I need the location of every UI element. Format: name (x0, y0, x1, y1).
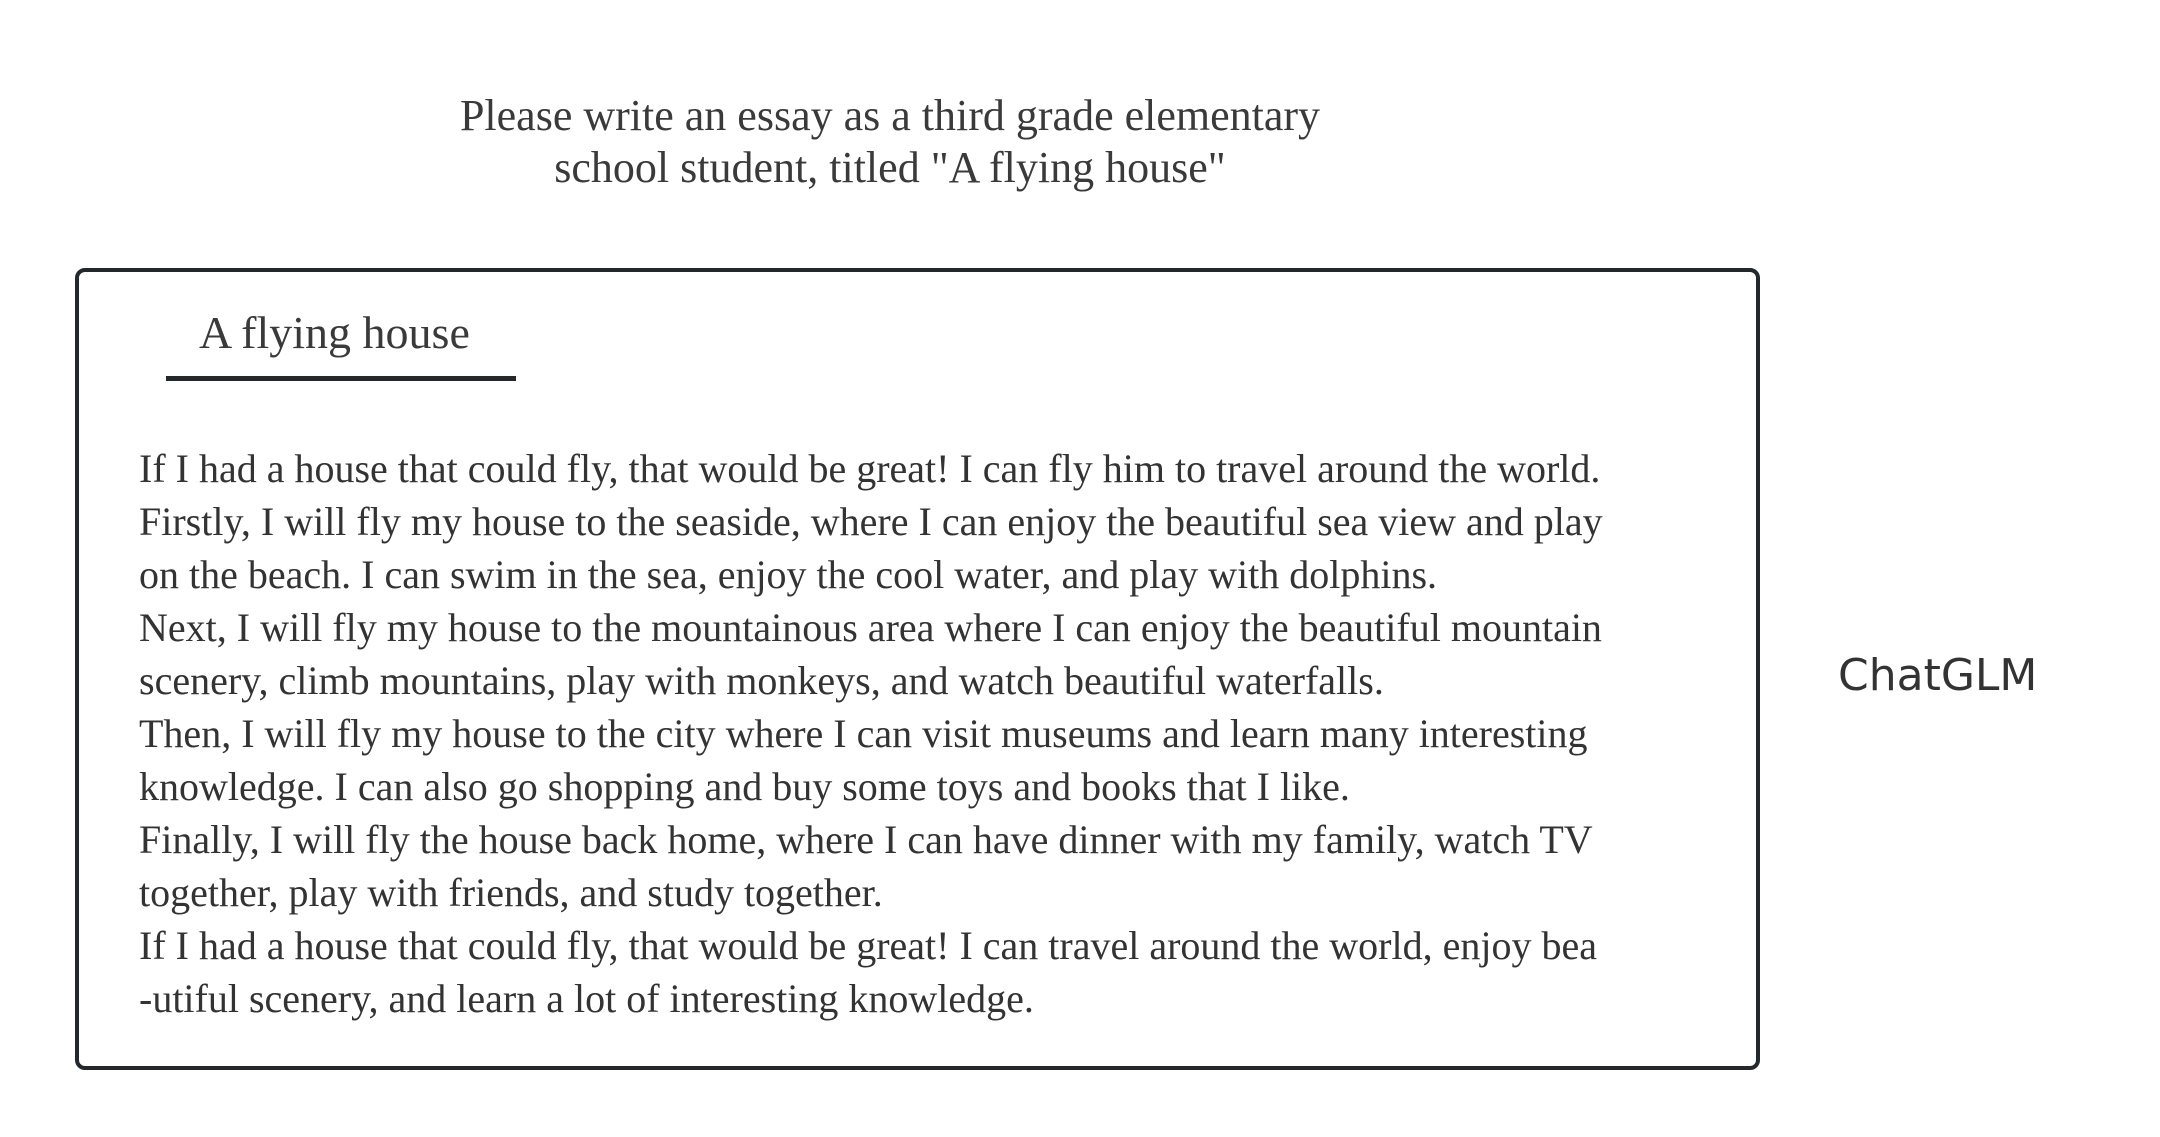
essay-line: on the beach. I can swim in the sea, enjoy the cool water, and play with dolphins. (139, 552, 1438, 597)
prompt-text (380, 90, 1400, 194)
essay-line: Firstly, I will fly my house to the seaside, where I can enjoy the beautiful sea view and play (139, 499, 1603, 544)
essay-line: Next, I will fly my house to the mountainous area where I can enjoy the beautiful mountain (139, 605, 1602, 650)
essay-line: knowledge. I can also go shopping and buy some toys and books that I like. (139, 764, 1350, 809)
essay-line: together, play with friends, and study together. (139, 870, 883, 915)
essay-line: scenery, climb mountains, play with monkeys, and watch beautiful waterfalls. (139, 658, 1384, 703)
prompt-line-1: Please write an essay as a third grade elementary (459, 91, 1321, 140)
model-label: ChatGLM (1838, 650, 2038, 701)
essay-body (139, 442, 1699, 1025)
title-underline (166, 376, 516, 381)
essay-line: -utiful scenery, and learn a lot of interesting knowledge. (139, 976, 1034, 1021)
prompt-line-2: school student, titled "A flying house" (554, 143, 1226, 192)
essay-line: If I had a house that could fly, that would be great! I can travel around the world, enjoy bea (139, 923, 1597, 968)
essay-line: Then, I will fly my house to the city where I can visit museums and learn many interesting (139, 711, 1588, 756)
essay-title: A flying house (199, 307, 470, 358)
essay-line: If I had a house that could fly, that would be great! I can fly him to travel around the world. (139, 446, 1601, 491)
essay-line: Finally, I will fly the house back home, where I can have dinner with my family, watch TV (139, 817, 1593, 862)
